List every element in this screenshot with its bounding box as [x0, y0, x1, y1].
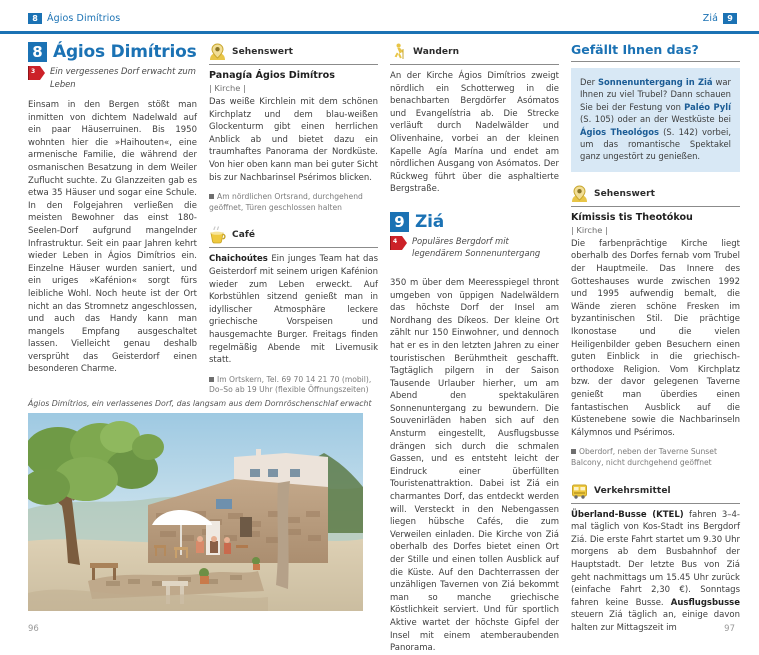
transport-bold-ausflugsbusse: Ausflugsbusse: [670, 597, 740, 608]
category-verkehrsmittel: [571, 481, 740, 504]
category-wandern: [390, 42, 559, 65]
bus-icon: [571, 482, 588, 500]
running-head-left-badge: 8: [28, 13, 42, 24]
chapter-body-text: Einsam in den Bergen stößt man inmitten von dichtem Nadelwald auf ein paar Häuserruinen. Bis 1950 wohnten hier die »Haihouten«, eine armenische Familie, die während der osmanischen Besatzung in dem Weiler Zuflucht suchte. Zu Glanzzeiten gab es etwa 35 Häuser und sogar eine Schule. In den Folgejahren verließen die meisten Bewohner das einst 180-Seelen-Dorf aufgrund mangelnder Infrastruktur. Seit ein paar Jahren kehrt wieder Leben in Ágios Dimítrios ein. Einzelne Häuser wurden saniert, und ein uriges »Kafénion« sorgt fürs leibliche Wohl. Noch heute ist der Ort nicht an das Stromnetz angeschlossen, und auch das Handy kann man mangels Empfang ausgeschaltet lassen. Vielleicht genau deshalb versprüht das Geisterdorf einen besonderen Charme.: [28, 100, 197, 375]
cafe-name: Chaichoútes: [209, 254, 268, 265]
tipbox-link-paleo-pyli: Paléo Pylí: [684, 101, 732, 112]
church-description: Die farbenprächtige Kirche liegt oberhalb des Dorfes fernab vom Trubel der Hauptmeile. Das Innere des Gotteshauses wurde zwischen 1992 und 1995 aufwendig bemalt, die Wände zieren schöne Fresken im byzantinischen Stil. Die prächtige Ikonostase und die vielen Heiligenbilder geben Besuchern einen guten Einblick in die griechisch-orthodoxe Religion. Vom Kirchplatz bzw. der davor gelegenen Taverne genießt man überdies einen fantastischen Ausblick auf die Küstenebene sowie die Nachbarinseln Kálymnos und Psérimos.: [571, 238, 740, 438]
folio-left: 96: [28, 624, 39, 634]
category-label: Café: [232, 230, 256, 241]
tipbox-title: Gefällt Ihnen das?: [571, 42, 699, 57]
cafe-info: [209, 375, 378, 396]
running-head: [28, 10, 737, 26]
chapter-number-badge: 9: [390, 212, 409, 232]
category-rule: [390, 64, 559, 65]
map-pin-icon: [209, 43, 226, 61]
chapter-number-badge: 8: [28, 42, 47, 62]
running-head-right-label: Ziá: [702, 12, 718, 24]
running-head-right-badge: 9: [723, 13, 737, 24]
category-label: Wandern: [413, 47, 460, 57]
chapter-heading-zia: [390, 212, 559, 232]
chapter-subtitle-row: [28, 65, 197, 90]
folio-right: 97: [724, 624, 735, 634]
transport-bold-ktel: Überland-Busse (KTEL): [571, 509, 684, 520]
category-rule: [571, 503, 740, 504]
hiker-icon: [390, 43, 407, 61]
info-square-icon: [209, 377, 214, 382]
church-info-text: Oberdorf, neben der Taverne Sunset Balcony, nicht durchgehend geöffnet: [571, 447, 717, 467]
category-cafe: [209, 225, 378, 248]
category-label: Sehenswert: [232, 47, 294, 57]
chapter-subtitle: Ein vergessenes Dorf erwacht zum Leben: [50, 66, 196, 89]
hiking-description: An der Kirche Ágios Dimítrios zweigt nördlich ein Schotterweg in die benachbarten Bergdörfer Asómatos und Evangelístria ab. Die Strecke verläuft durch Nadelwälder und Olivenhaine, vorbei an der kleinen Kapelle Agía Marína und endet am nördlichen Ausgang von Asómatos. Der Rückweg führt über die asphaltierte Bergstraße.: [390, 71, 559, 195]
map-pin-icon: [571, 185, 588, 203]
cafe-description: [209, 253, 378, 366]
transport-text-2: steuern Ziá täglich an, einige davon halten zur Mittagszeit im: [571, 610, 740, 633]
tipbox-text-1: Der: [580, 77, 599, 87]
cafe-text: Ein junges Team hat das Geisterdorf mit seinem urigen Kafénion wieder zum Leben erweckt. Auf Korbstühlen sitzend genießt man in idyllischer Atmosphäre leckere griechische Vorspeisen und hausgemachte Burger. Freitags finden regelmäßig Abende mit Livemusik statt.: [209, 254, 379, 366]
poi-description: Das weiße Kirchlein mit dem schönen Kirchplatz und dem blau-weißen Glockenturm gibt einen herrlichen Anblick ab und bietet dazu ein traumhaftes Panorama der Nordküste. Von hier oben kann man bei guter Sicht bis zur Nachbarinsel Psérimos blicken.: [209, 97, 378, 183]
figure-caption: Ágios Dimítrios, ein verlassenes Dorf, das langsam aus dem Dornröschenschlaf erwacht: [28, 399, 372, 408]
chapter-heading-agios-dimitrios: [28, 42, 197, 62]
chapter-title: Ágios Dimítrios: [53, 42, 197, 62]
column-3: [390, 42, 559, 654]
poi-info-text: Am nördlichen Ortsrand, durchgehend geöffnet, Türen geschlossen halten: [209, 192, 363, 212]
category-sehenswert-1: [209, 42, 378, 65]
coffee-cup-icon: [209, 226, 226, 244]
tipbox-link-sonnenuntergang: Sonnenuntergang in Ziá: [598, 77, 713, 87]
transport-description: [571, 509, 740, 635]
chapter-subtitle-row: [390, 235, 559, 260]
poi-name: Panagía Ágios Dimítros: [209, 70, 335, 81]
tipbox-text-2: war Ihnen zu viel Trubel? Dann schauen Sie bei der Festung von: [580, 77, 731, 112]
poi-kind: | Kirche |: [209, 83, 246, 93]
tipbox-content: [571, 68, 740, 172]
info-square-icon: [571, 449, 576, 454]
church-info: [571, 447, 740, 468]
chapter-subtitle: Populäres Bergdorf mit legendärem Sonnenuntergang: [412, 235, 541, 259]
tipbox-text-3: (S. 105) oder an der Westküste bei: [580, 114, 731, 125]
running-head-right: [703, 13, 737, 24]
category-label: Sehenswert: [594, 188, 656, 199]
category-label: Verkehrsmittel: [594, 485, 671, 496]
transport-text-1: fahren 3–4-mal täglich von Kos-Stadt ins Bergdorf Ziá. Die erste Fahrt startet um 9.30 Uhr morgens ab dem Busbahnhof der Hauptstadt. Der letzte Bus von Ziá geht nachmittags um 15.45 Uhr zurück (einfache Fahrt 2,30 €). Sonntags fahren keine Busse.: [571, 509, 740, 608]
running-head-left: [28, 13, 120, 24]
column-2: [209, 42, 378, 610]
tipbox-link-agios-theologos: Ágios Theológos: [580, 126, 659, 137]
cafe-info-text: Im Ortskern, Tel. 69 70 14 21 70 (mobil), Do–So ab 19 Uhr (flexible Öffnungszeiten): [209, 374, 372, 395]
pennant-number: 4: [393, 237, 398, 245]
info-square-icon: [209, 194, 214, 199]
category-rule: [571, 206, 740, 207]
category-rule: [209, 247, 378, 248]
chapter-title: Ziá: [415, 211, 445, 232]
poi-kind: | Kirche |: [571, 224, 608, 235]
poi-info: [209, 192, 378, 213]
pennant-marker-icon: [28, 66, 45, 81]
running-head-left-label: Ágios Dimítrios: [47, 12, 121, 24]
category-sehenswert-2: [571, 184, 740, 207]
zia-body-text: 350 m über dem Meeresspiegel thront umgeben von üppigen Nadelwäldern das höchste Dorf der Insel am Nordhang des Díkeos. Der kleine Ort zählt nur 150 Einwohner, und dennoch hat er es in den letzten Jahren zu einer touristischen Berühmtheit geschafft. Tagtäglich pilgern in der Saison Tausende Urlauber hierher, um am Abend den spektakulären Sonnenuntergang zu bewundern. Die Souvenirläden haben sich auf den Ansturm eingestellt, Ausflugsbusse drängen sich durch die schmalen Gassen, und es entsteht leicht der Eindruck einer überfüllten Touristenattraktion. Dabei ist Ziá ein charmantes Dorf, das entdeckt werden will. Versteckt in den Nebengassen liegen hübsche Cafés, die zum Verweilen einladen. Die Kirche von Ziá oberhalb des Dorfes bietet einen Ort der Stille und einen tollen Ausblick auf die Küste. Auf den Dachterrassen der unzähligen Tavernen von Ziá bekommt man so manche griechische Köstlichkeit serviert. Und für sportlich Aktive wartet der höchste Gipfel der Insel mit einem atemberaubenden Panorama.: [390, 277, 559, 654]
tipbox-text-4: (S. 142) vorbei, um das romantische Spektakel ganz ungestört zu genießen.: [580, 126, 731, 162]
header-rule: [0, 31, 759, 34]
poi-name: Kímissis tis Theotókou: [571, 211, 693, 223]
pennant-marker-icon: [390, 236, 407, 251]
category-rule: [209, 64, 378, 65]
pennant-number: 3: [31, 68, 36, 75]
tipbox-rule: [571, 61, 740, 62]
